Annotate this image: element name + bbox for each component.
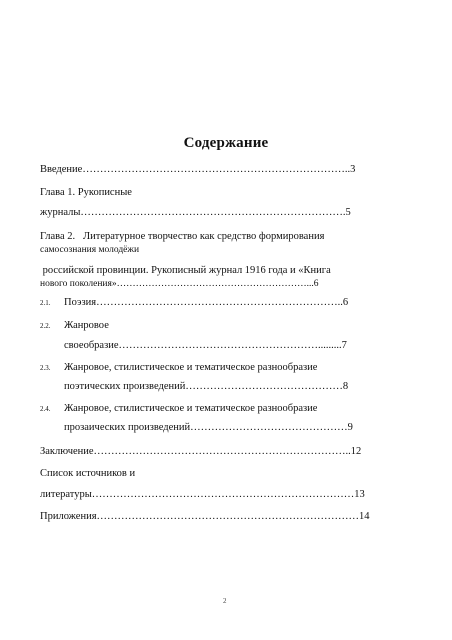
page-number: 2 (223, 597, 227, 605)
toc-sources-line2: литературы…………………………………………………………………13 (40, 489, 365, 500)
toc-2-1: Поэзия……………………………………………………………..6 (64, 297, 349, 308)
toc-subnumber: 2.2. (40, 322, 51, 330)
toc-2-4-line2: прозаических произведений………………………………………9 (64, 422, 353, 433)
toc-ch2-line4: нового поколения»……………………………………………………...6 (40, 279, 319, 289)
toc-2-4-line1: Жанровое, стилистическое и тематическое разнообразие (64, 403, 318, 414)
toc-2-3-line1: Жанровое, стилистическое и тематическое разнообразие (64, 362, 318, 373)
toc-subnumber: 2.4. (40, 405, 51, 413)
toc-2-2-line1: Жанровое (64, 320, 109, 331)
toc-ch2-line1: Глава 2. Литературное творчество как средство формирования (40, 231, 325, 242)
toc-appendix: Приложения…………………………………………………………………14 (40, 511, 370, 522)
toc-ch2-line2: самосознания молодёжи (40, 245, 140, 255)
toc-intro: Введение…………………………………………………………………..3 (40, 164, 356, 175)
toc-2-3-line2: поэтических произведений………………………………………8 (64, 381, 349, 392)
toc-ch2-line3: российской провинции. Рукописный журнал 1916 года и «Книга (40, 265, 331, 276)
toc-2-2-line2: своеобразие………………………………………………….........7 (64, 340, 347, 351)
toc-ch1-line1: Глава 1. Рукописные (40, 187, 132, 198)
toc-ch1-line2: журналы………………………………………………………………….5 (40, 207, 351, 218)
toc-conclusion: Заключение………………………………………………………………..12 (40, 446, 362, 457)
toc-subnumber: 2.1. (40, 299, 51, 307)
toc-sources-line1: Список источников и (40, 468, 136, 479)
toc-subnumber: 2.3. (40, 364, 51, 372)
toc-title: Содержание (183, 135, 269, 151)
